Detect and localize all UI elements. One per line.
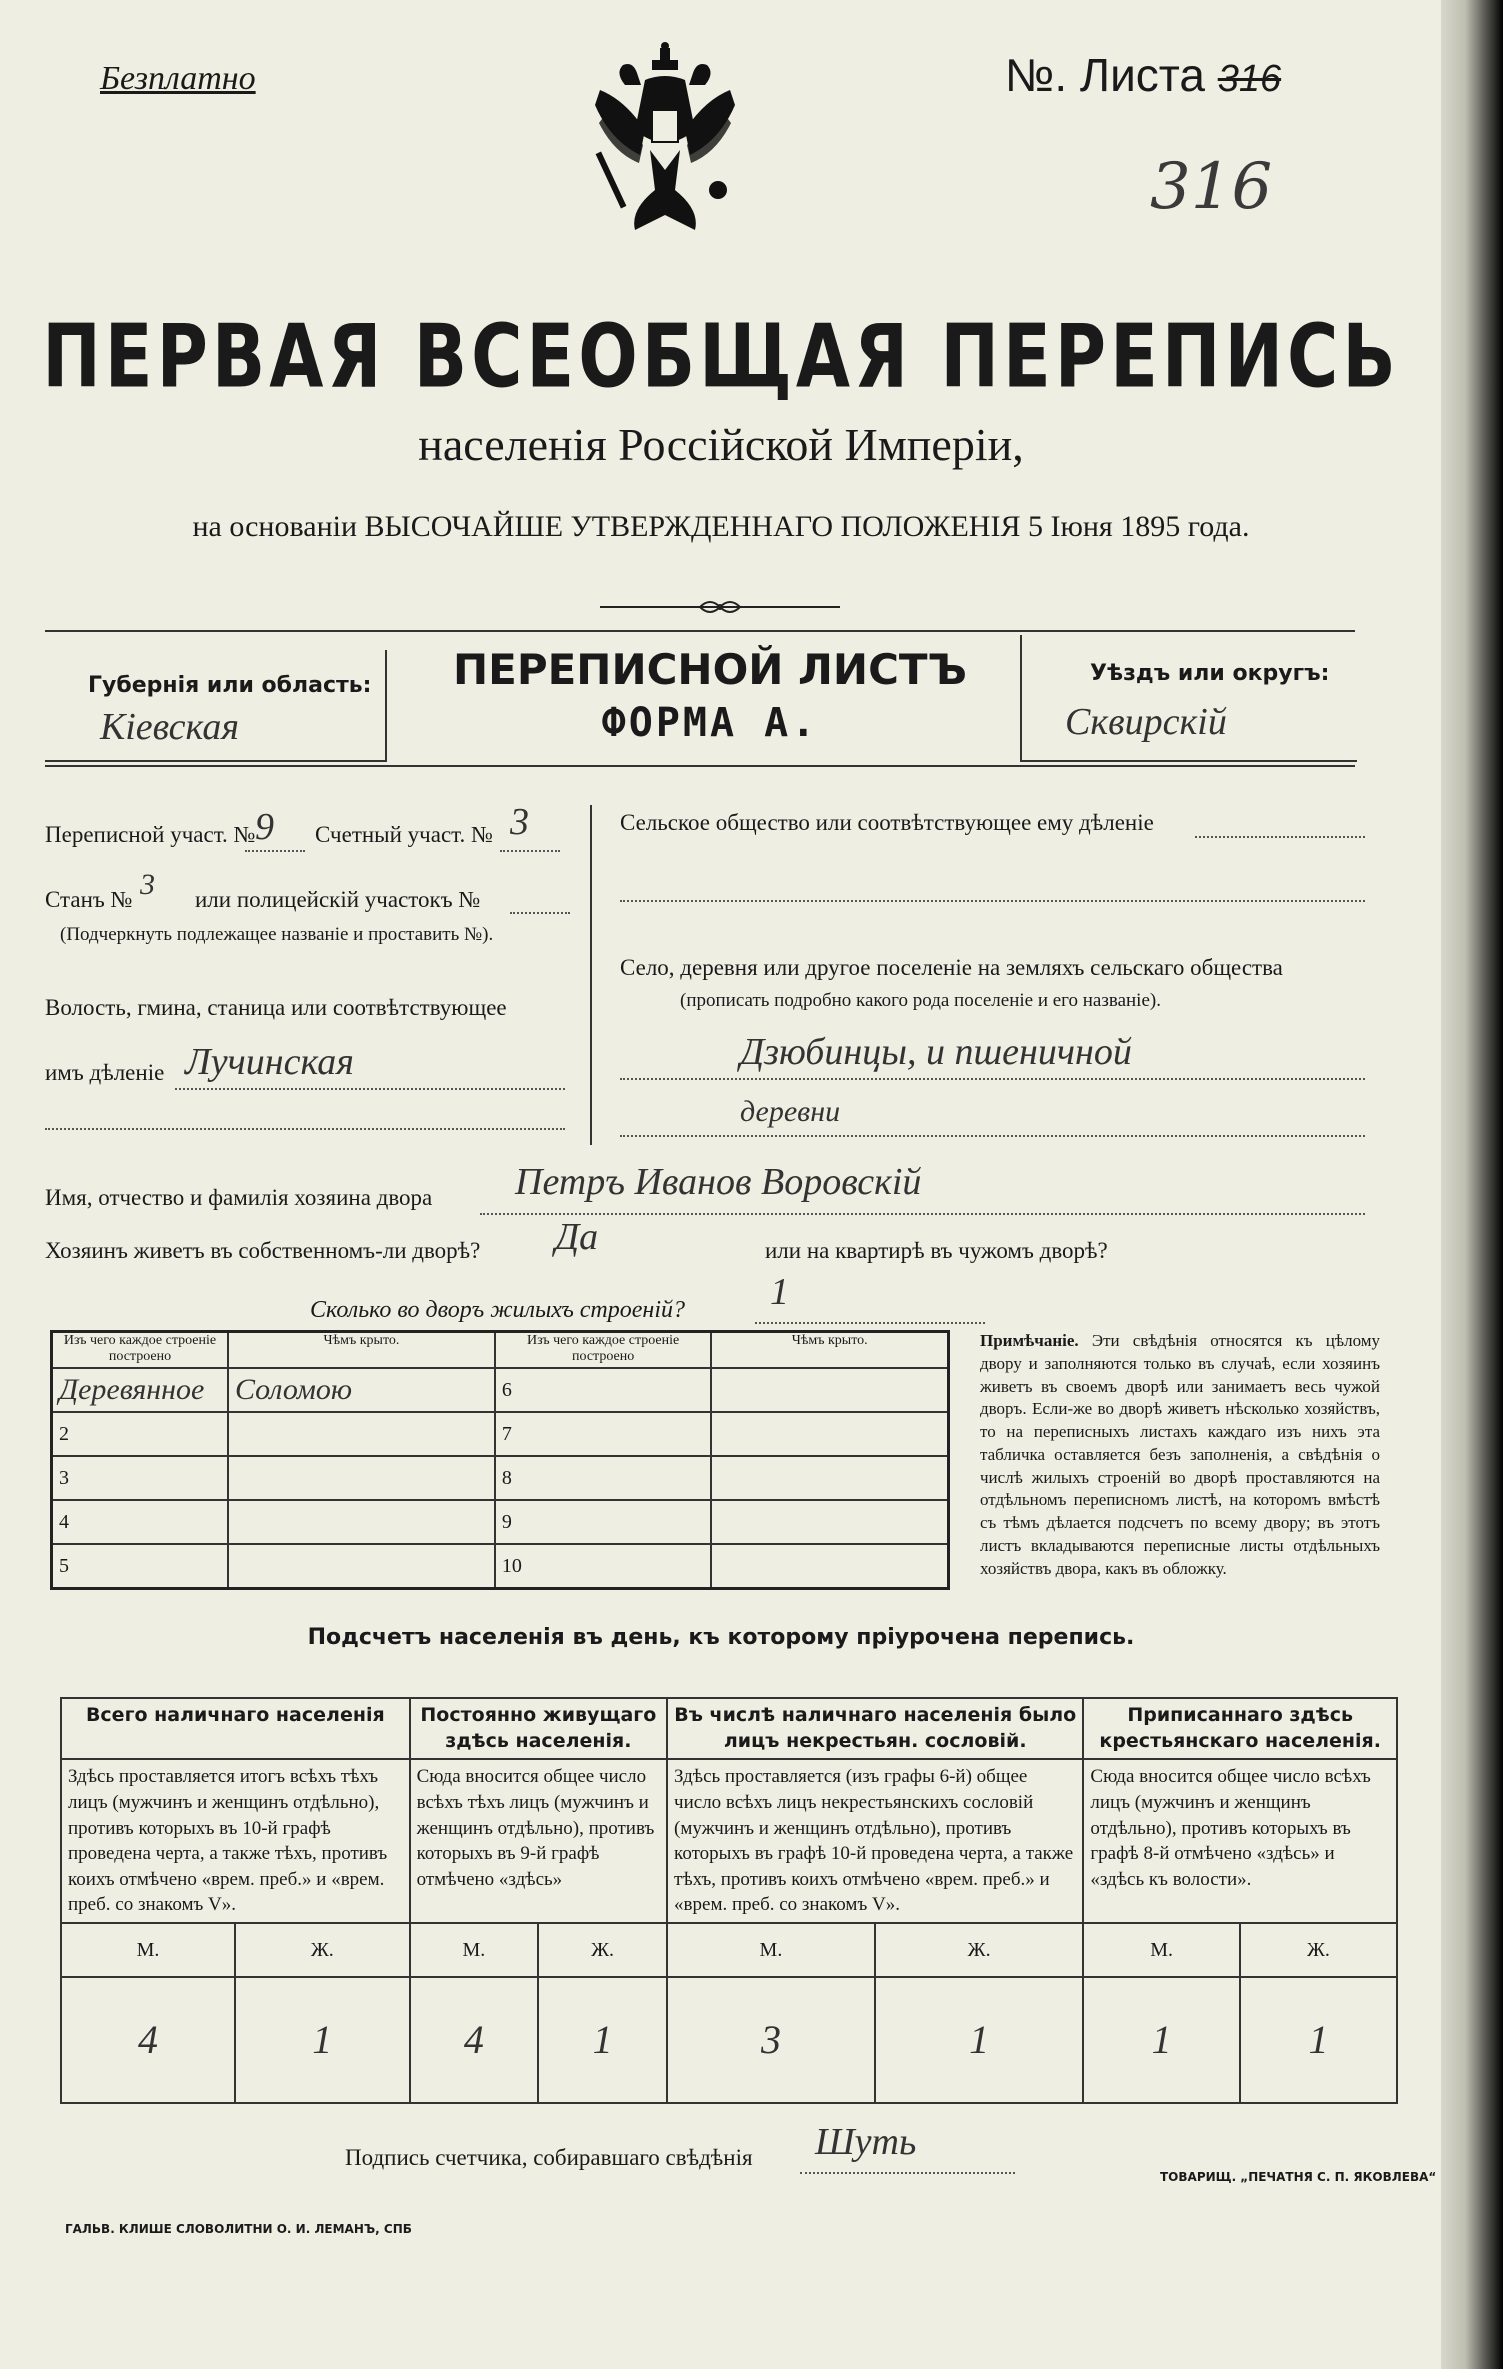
owner-blank [480, 1213, 1365, 1215]
owner-label: Имя, отчество и фамилія хозяина двора [45, 1185, 433, 1210]
rural-society-blank-2 [620, 900, 1365, 902]
structures-note [980, 1330, 1380, 1580]
roof-10 [711, 1544, 948, 1589]
roof-9 [711, 1500, 948, 1544]
non-peasant-male: 3 [667, 1977, 875, 2103]
tally-sex-row [61, 1923, 1397, 1977]
female-label: Ж. [235, 1923, 410, 1977]
volost-value: Лучинская [185, 1041, 354, 1083]
tally-col-1-title: Всего наличнаго населенія [61, 1698, 410, 1759]
underline-hint: (Подчеркнуть подлежащее названіе и проставить №). [60, 924, 494, 945]
rural-society-blank [1195, 836, 1365, 838]
legal-basis: на основаніи ВЫСОЧАЙШЕ УТВЕРЖДЕННАГО ПОЛОЖЕНІЯ 5 Іюня 1895 года. [192, 510, 1250, 543]
non-peasant-female: 1 [875, 1977, 1084, 2103]
row-num-3: 3 [52, 1456, 228, 1500]
sheet-number-handwritten: 316 [1150, 150, 1273, 224]
roof-3 [228, 1456, 495, 1500]
sheet-label: №. Листа [1005, 49, 1205, 101]
permanent-female: 1 [538, 1977, 667, 2103]
form-header-rule [45, 630, 1355, 632]
peasant-male: 1 [1083, 1977, 1240, 2103]
peasant-female: 1 [1240, 1977, 1397, 2103]
row-num-9: 9 [495, 1500, 711, 1544]
row-num-8: 8 [495, 1456, 711, 1500]
buildings-blank [755, 1322, 985, 1324]
male-label: М. [410, 1923, 538, 1977]
roof-8 [711, 1456, 948, 1500]
signature-label: Подпись счетчика, собиравшаго свѣдѣнія [345, 2145, 753, 2170]
tally-value-row [61, 1977, 1397, 2103]
volost-blank [175, 1088, 565, 1090]
note-text: Эти свѣдѣнія относятся къ цѣлому двору и заполняются только въ случаѣ, если хозяинъ живетъ въ своемъ дворѣ или занимаетъ весь чужой дворъ. Если-же во дворѣ живетъ нѣсколько хозяйствъ, то на переписныхъ листахъ каждаго изъ нихъ эта табличка оставляется безъ заполненія, а свѣдѣнія о числѣ жилыхъ строеній во дворѣ проставляются на отдѣльномъ переписномъ листѣ, на которомъ вмѣстѣ съ тѣмъ дѣлается подсчетъ по всему двору; въ этотъ листъ вкладываются переписные листы отдѣльныхъ хозяйствъ двора, какъ въ обложку. [980, 1331, 1381, 1578]
village-value-2: деревни [740, 1095, 841, 1128]
structures-table [50, 1330, 950, 1590]
tally-heading: Подсчетъ населенія въ день, къ которому пріурочена перепись. [307, 1625, 1135, 1650]
roof-2 [228, 1412, 495, 1456]
column-divider [590, 805, 592, 1145]
village-label: Село, деревня или другое поселеніе на земляхъ сельскаго общества [620, 955, 1283, 980]
note-lead: Примѣчаніе. [980, 1331, 1079, 1350]
tally-col-3-desc: Здѣсь проставляется (изъ графы 6-й) общее число всѣхъ лицъ некрестьянскихъ сословій (мужчинъ и женщинъ отдѣльно), противъ которыхъ въ графѣ 10-й проведена черта, а также тѣхъ, противъ коихъ отмѣчено «врем. преб.» и «врем. преб. со знакомъ V». [667, 1759, 1083, 1923]
census-plot-blank [245, 850, 305, 852]
imperial-eagle-icon [590, 40, 740, 240]
female-label: Ж. [1240, 1923, 1397, 1977]
buildings-value: 1 [770, 1271, 789, 1313]
village-hint: (прописать подробно какого рода поселеніе и его названіе). [680, 990, 1161, 1011]
police-plot-blank [510, 912, 570, 914]
volost-label: Волость, гмина, станица или соотвѣтствующее [45, 995, 507, 1020]
census-plot-label: Переписной участ. № [45, 822, 256, 847]
roof-6 [711, 1368, 948, 1412]
ornament-divider [600, 595, 840, 619]
district-label: Уѣздъ или округъ: [1090, 661, 1330, 686]
form-title: ПЕРЕПИСНОЙ ЛИСТЪ [452, 645, 968, 694]
col-material-left: Изъ чего каждое строеніе построено [52, 1332, 228, 1369]
table-row [52, 1456, 949, 1500]
female-label: Ж. [875, 1923, 1084, 1977]
lives-label: Хозяинъ живетъ въ собственномъ-ли дворѣ? [45, 1238, 481, 1263]
signature-blank [800, 2172, 1015, 2174]
tally-table [60, 1697, 1398, 2104]
census-plot-value: 9 [255, 806, 274, 848]
form-subtitle: ФОРМА А. [601, 700, 819, 746]
lives-value: Да [555, 1216, 599, 1258]
tally-col-1-desc: Здѣсь проставляется итогъ всѣхъ тѣхъ лицъ (мужчинъ и женщинъ отдѣльно), противъ которыхъ въ 10-й графѣ проведена черта, а также тѣхъ, противъ коихъ отмѣчено «врем. преб.» и «врем. преб. со знакомъ V». [61, 1759, 410, 1923]
free-stamp: Безплатно [100, 60, 256, 97]
total-male: 4 [61, 1977, 235, 2103]
counting-plot-value: 3 [510, 801, 529, 843]
structures-header-row [52, 1332, 949, 1369]
subtitle: населенія Россійской Имперіи, [418, 419, 1024, 470]
permanent-male: 4 [410, 1977, 538, 2103]
table-row [52, 1544, 949, 1589]
total-female: 1 [235, 1977, 410, 2103]
col-material-right: Изъ чего каждое строеніе построено [495, 1332, 711, 1369]
volost-blank-2 [45, 1128, 565, 1130]
table-row [52, 1412, 949, 1456]
tally-title-row [61, 1698, 1397, 1759]
row-num-4: 4 [52, 1500, 228, 1544]
printer-left: ГАЛЬВ. КЛИШЕ СЛОВОЛИТНИ О. И. ЛЕМАНЪ, СПБ [65, 2222, 412, 2236]
counting-plot-label: Счетный участ. № [315, 822, 493, 847]
province-label: Губернія или область: [88, 673, 372, 698]
province-value: Кіевская [100, 706, 240, 748]
male-label: М. [1083, 1923, 1240, 1977]
female-label: Ж. [538, 1923, 667, 1977]
rural-society-label: Сельское общество или соотвѣтствующее ему дѣленіе [620, 810, 1154, 835]
roof-4 [228, 1500, 495, 1544]
table-row [52, 1368, 949, 1412]
district-value: Сквирскій [1065, 701, 1227, 743]
male-label: М. [61, 1923, 235, 1977]
village-value: Дзюбинцы, и пшеничной [740, 1031, 1132, 1073]
row-num-5: 5 [52, 1544, 228, 1589]
tally-col-2-title: Постоянно живущаго здѣсь населенія. [410, 1698, 667, 1759]
printer-right: ТОВАРИЩ. „ПЕЧАТНЯ С. П. ЯКОВЛЕВА“ [1160, 2170, 1437, 2184]
police-plot-label: или полицейскій участокъ № [195, 887, 481, 912]
tally-col-4-title: Приписаннаго здѣсь крестьянскаго населенія. [1083, 1698, 1397, 1759]
signature-value: Шуть [815, 2121, 917, 2163]
volost-label-2: имъ дѣленіе [45, 1060, 165, 1085]
lives-label-2: или на квартирѣ въ чужомъ дворѣ? [765, 1238, 1108, 1263]
row-num-10: 10 [495, 1544, 711, 1589]
sheet-number-label [1005, 48, 1281, 102]
col-roof-left: Чѣмъ крыто. [228, 1332, 495, 1369]
main-title: ПЕРВАЯ ВСЕОБЩАЯ ПЕРЕПИСЬ [42, 305, 1400, 408]
tally-col-4-desc: Сюда вносится общее число всѣхъ лицъ (мужчинъ и женщинъ отдѣльно), противъ которыхъ въ графѣ 8-й отмѣчено «здѣсь» и «здѣсь къ волости». [1083, 1759, 1397, 1923]
stan-label: Станъ № [45, 887, 133, 912]
form-header-bottom-rule [45, 765, 1355, 767]
sheet-number-crossed: 316 [1217, 58, 1282, 100]
row-num-7: 7 [495, 1412, 711, 1456]
tally-desc-row [61, 1759, 1397, 1923]
village-blank [620, 1078, 1365, 1080]
roof-5 [228, 1544, 495, 1589]
col-roof-right: Чѣмъ крыто. [711, 1332, 948, 1369]
owner-value: Петръ Иванов Воровскій [515, 1161, 922, 1203]
tally-col-3-title: Въ числѣ наличнаго населенія было лицъ некрестьян. сословій. [667, 1698, 1083, 1759]
village-blank-2 [620, 1135, 1365, 1137]
buildings-label: Сколько во дворъ жилыхъ строеній? [310, 1297, 685, 1323]
table-row [52, 1500, 949, 1544]
roof-7 [711, 1412, 948, 1456]
tally-col-2-desc: Сюда вносится общее число всѣхъ тѣхъ лицъ (мужчинъ и женщинъ отдѣльно), противъ которыхъ въ 9-й графѣ отмѣчено «здѣсь» [410, 1759, 667, 1923]
roof-1: Соломою [228, 1368, 495, 1412]
material-1: Деревянное [52, 1368, 228, 1412]
stan-value: 3 [140, 868, 155, 901]
counting-plot-blank [500, 850, 560, 852]
row-num-2: 2 [52, 1412, 228, 1456]
male-label: М. [667, 1923, 875, 1977]
row-num-6: 6 [495, 1368, 711, 1412]
